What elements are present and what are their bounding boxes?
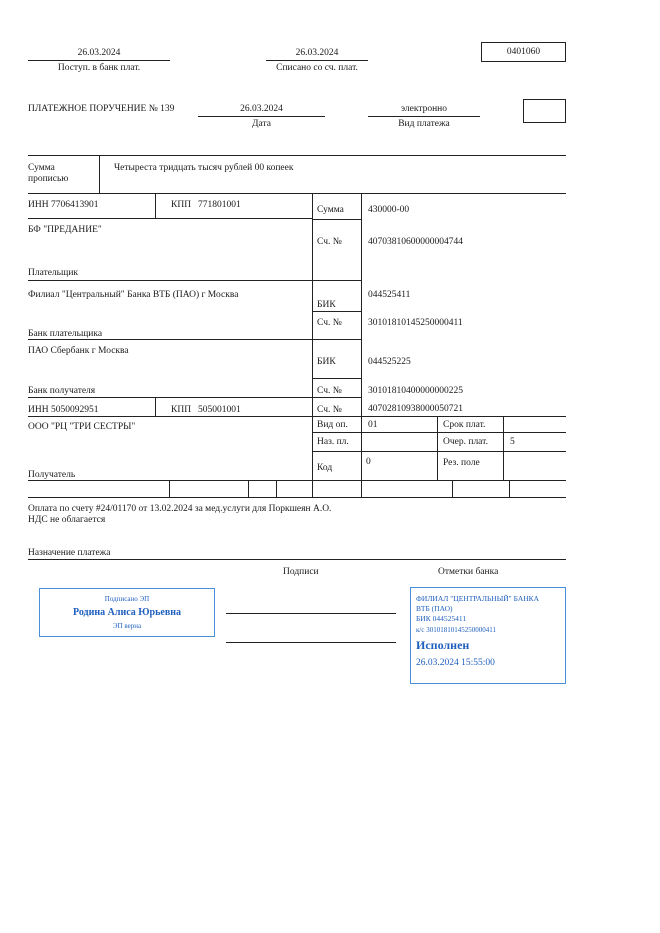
purpose-label: Назначение платежа	[28, 548, 111, 558]
debited-date: 26.03.2024	[295, 48, 339, 58]
payer-bank-bik-label: БИК	[317, 300, 336, 310]
form-code: 0401060	[506, 47, 541, 57]
payee-bank-bottom-line	[28, 397, 361, 398]
bank-stamp-datetime: 26.03.2024 15:55:00	[416, 658, 495, 668]
payment-type-label: Вид платежа	[398, 119, 450, 129]
order-date-line	[198, 116, 325, 117]
tax-field-divider-3	[276, 480, 277, 497]
amount-words-top-line	[28, 155, 566, 156]
bank-stamp-line-2: ВТБ (ПАО)	[416, 604, 453, 613]
payer-bank-bik-line	[312, 311, 361, 312]
order-date: 26.03.2024	[240, 104, 283, 114]
purpose-code-label: Наз. пл.	[317, 437, 349, 447]
payer-account-label: Сч. №	[317, 237, 342, 247]
payer-bank-account-label: Сч. №	[317, 318, 342, 328]
amount-words-bottom-line	[28, 193, 566, 194]
esign-name: Родина Алиса Юрьевна	[72, 607, 182, 618]
payer-bottom-line	[28, 280, 361, 281]
codes-row-line-2	[312, 451, 566, 452]
payment-type-line	[368, 116, 480, 117]
bank-marks-label: Отметки банка	[438, 567, 499, 577]
tax-field-divider-2	[248, 480, 249, 497]
purpose-bottom-line	[28, 559, 566, 560]
received-date-label: Поступ. в банк плат.	[57, 63, 141, 73]
bank-stamp-line-1: ФИЛИАЛ "ЦЕНТРАЛЬНЫЙ" БАНКА	[416, 594, 540, 603]
payee-inn-kpp-divider	[155, 397, 156, 416]
received-date: 26.03.2024	[77, 48, 121, 58]
payee-bank-account-label: Сч. №	[317, 386, 342, 396]
form-code-box	[481, 42, 566, 62]
payee-label: Получатель	[28, 470, 76, 480]
term-label: Срок плат.	[443, 420, 486, 430]
payee-bank-bik: 044525225	[368, 357, 411, 367]
debited-date-label: Списано со сч. плат.	[276, 63, 358, 73]
priority-label: Очер. плат.	[443, 437, 488, 447]
bank-stamp-status: Исполнен	[416, 638, 470, 652]
payee-bottom-line	[28, 480, 566, 481]
esign-status: ЭП верна	[112, 622, 142, 630]
payee-name: ООО "РЦ "ТРИ СЕСТРЫ"	[28, 422, 136, 432]
payer-bank-name: Филиал "Центральный" Банка ВТБ (ПАО) г Москва	[28, 290, 239, 300]
payee-account-label: Сч. №	[317, 405, 342, 415]
payee-inn-bottom-line	[28, 416, 566, 417]
op-type-value: 01	[368, 420, 378, 430]
debited-date-line	[266, 60, 368, 61]
tax-fields-bottom-line	[28, 497, 566, 498]
payer-bank-bik: 044525411	[368, 290, 411, 300]
payer-kpp: 771801001	[198, 200, 241, 210]
payee-bank-name: ПАО Сбербанк г Москва	[28, 346, 129, 356]
bank-stamp-line-4: к/с 30101810145250000411	[416, 626, 496, 634]
esign-stamp	[39, 588, 215, 637]
codes-divider-2	[503, 416, 504, 480]
signatures-label: Подписи	[283, 567, 319, 577]
order-date-label: Дата	[252, 119, 271, 129]
order-title: ПЛАТЕЖНОЕ ПОРУЧЕНИЕ № 139	[28, 104, 175, 114]
payee-kpp-label: КПП	[171, 405, 192, 415]
amount-words-value: Четыреста тридцать тысяч рублей 00 копеек	[114, 163, 294, 173]
tax-field-divider-5	[509, 480, 510, 497]
payer-inn: ИНН 7706413901	[28, 200, 99, 210]
esign-caption: Подписано ЭП	[104, 595, 150, 603]
payee-bank-bik-line	[312, 378, 361, 379]
tax-field-divider-1	[169, 480, 170, 497]
codes-divider-1	[437, 416, 438, 480]
payer-bank-bottom-line	[28, 339, 361, 340]
amount-words-divider	[99, 155, 100, 193]
code-value: 0	[366, 457, 371, 467]
sum-label: Сумма	[317, 205, 344, 215]
payment-type-code-box	[523, 99, 566, 123]
payee-account: 40702810938000050721	[368, 404, 463, 414]
tax-field-divider-4	[452, 480, 453, 497]
payee-inn: ИНН 5050092951	[28, 405, 99, 415]
signature-line-1	[226, 613, 396, 614]
priority-value: 5	[510, 437, 515, 447]
payee-bank-label: Банк получателя	[28, 386, 96, 396]
signature-line-2	[226, 642, 396, 643]
amount-words-label-2: прописью	[28, 174, 69, 184]
codes-row-line-1	[312, 432, 566, 433]
payer-name: БФ "ПРЕДАНИЕ"	[28, 225, 102, 235]
payer-kpp-label: КПП	[171, 200, 192, 210]
reserve-label: Рез. поле	[443, 458, 480, 468]
op-type-label: Вид оп.	[317, 420, 348, 430]
amount-words-label-1: Сумма	[28, 163, 55, 173]
payer-inn-kpp-divider	[155, 193, 156, 218]
payer-bank-account: 30101810145250000411	[368, 318, 463, 328]
payee-bank-account: 30101810400000000225	[368, 386, 463, 396]
bank-stamp-line-3: БИК 044525411	[416, 614, 467, 623]
payer-label: Плательщик	[28, 268, 79, 278]
payer-inn-bottom-line	[28, 218, 312, 219]
sum-value: 430000-00	[368, 205, 410, 215]
received-date-line	[28, 60, 170, 61]
purpose-line-1: Оплата по счету #24/01170 от 13.02.2024 за мед.услуги для Поркшеян А.О.	[28, 504, 332, 514]
purpose-line-2: НДС не облагается	[28, 515, 106, 525]
payment-type: электронно	[400, 104, 448, 114]
bank-stamp	[410, 587, 566, 684]
sum-bottom-line	[312, 219, 361, 220]
payer-account: 40703810600000004744	[368, 237, 463, 247]
payee-bank-bik-label: БИК	[317, 357, 336, 367]
code-label: Код	[317, 463, 333, 473]
payer-bank-label: Банк плательщика	[28, 329, 103, 339]
payee-kpp: 505001001	[198, 405, 241, 415]
